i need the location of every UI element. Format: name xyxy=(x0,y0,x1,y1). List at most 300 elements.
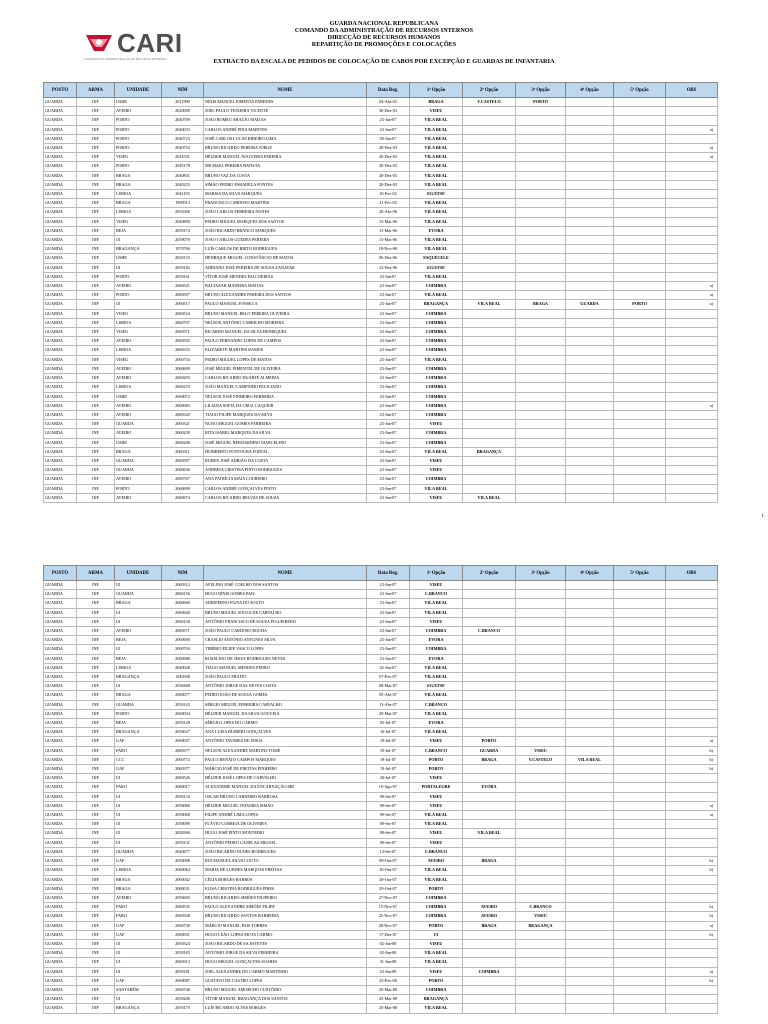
cell-data-reg: 23-Jan-07 xyxy=(367,484,410,493)
cell-posto: GUARDA xyxy=(44,875,77,884)
cell-opcao-1: VILA REAL xyxy=(410,180,463,189)
cell-opcao-4: GUARDA xyxy=(566,300,614,309)
cell-opcao-5 xyxy=(614,912,666,921)
cell-unidade: PORTO xyxy=(115,162,162,171)
cell-arma: INF xyxy=(77,737,115,746)
cell-opcao-1: PORTO xyxy=(410,976,463,985)
cell-opcao-4 xyxy=(566,125,614,134)
cell-opcao-2 xyxy=(463,337,516,346)
cell-opcao-2 xyxy=(463,811,516,820)
cell-nome: BRUNO RICARDO PEREIRA JORGE xyxy=(204,144,367,153)
cell-posto: GUARDA xyxy=(44,401,77,410)
cell-opcao-3 xyxy=(516,857,566,866)
cell-obs xyxy=(666,949,718,958)
cell-unidade: VISEU xyxy=(115,355,162,364)
cell-opcao-4 xyxy=(566,673,614,682)
cell-nome: VÍTOR JOSÉ MENDES FALCOEIRAS xyxy=(204,272,367,281)
cell-opcao-1: PORTO xyxy=(410,884,463,893)
cell-opcao-1: VILA REAL xyxy=(410,673,463,682)
cell-opcao-4 xyxy=(566,847,614,856)
table-row xyxy=(44,475,718,484)
cell-opcao-3 xyxy=(516,939,566,948)
cell-opcao-2 xyxy=(463,125,516,134)
cell-opcao-5 xyxy=(614,153,666,162)
table-row xyxy=(44,912,718,921)
cell-opcao-1: VILA REAL xyxy=(410,236,463,245)
cell-nim: 2060767 xyxy=(162,475,204,484)
cell-opcao-5 xyxy=(614,208,666,217)
cell-opcao-4: VILA REAL xyxy=(566,755,614,764)
cell-opcao-5 xyxy=(614,847,666,856)
cell-nome: RICARDO MANUEL DA SILVA HENRIQUES xyxy=(204,328,367,337)
cell-nim: 2060077 xyxy=(162,691,204,700)
table-row xyxy=(44,337,718,346)
cell-opcao-1: C.BRANCO xyxy=(410,746,463,755)
cell-opcao-1: VILA REAL xyxy=(410,272,463,281)
cell-unidade: AVEIRO xyxy=(115,410,162,419)
cell-unidade: GUARDA xyxy=(115,420,162,429)
cell-data-reg: 23-Jan-07 xyxy=(367,438,410,447)
cell-opcao-1: EVORA xyxy=(410,636,463,645)
table-row xyxy=(44,429,718,438)
table-row xyxy=(44,581,718,590)
cell-nome: BRUNO RICARDO SIMÕES FILIPEIRO xyxy=(204,893,367,902)
cell-opcao-2 xyxy=(463,820,516,829)
cell-opcao-2 xyxy=(463,346,516,355)
cell-data-reg: 05-Jul-07 xyxy=(367,719,410,728)
cell-posto: GUARDA xyxy=(44,337,77,346)
cell-opcao-2 xyxy=(463,355,516,364)
cell-data-reg: 25-Mar-08 xyxy=(367,995,410,1004)
cell-unidade: GUARDA xyxy=(115,456,162,465)
cell-opcao-3: VISEU xyxy=(516,746,566,755)
table-row xyxy=(44,466,718,475)
cell-unidade: BRAGA xyxy=(115,199,162,208)
cell-arma: INF xyxy=(77,300,115,309)
cell-opcao-3 xyxy=(516,282,566,291)
cell-opcao-2 xyxy=(463,581,516,590)
table-row xyxy=(44,383,718,392)
cell-opcao-3 xyxy=(516,475,566,484)
cell-nim: 2050206 xyxy=(162,995,204,1004)
cell-nome: CÉLIA BORGES BARROS xyxy=(204,875,367,884)
cell-nome: JOEL ALEXANDRE DO CARMO MARTINHO xyxy=(204,967,367,976)
cell-nome: PEDRO MIGUEL LOPES DE MATOS xyxy=(204,355,367,364)
table-row xyxy=(44,392,718,401)
cell-unidade: UAF xyxy=(115,857,162,866)
cell-nome: PEDRO MIGUEL MARQUES DOS SANTOS xyxy=(204,217,367,226)
cell-opcao-2 xyxy=(463,226,516,235)
cell-nim: 2060239 xyxy=(162,429,204,438)
cell-posto: GUARDA xyxy=(44,765,77,774)
cell-data-reg: 23-Jan-07 xyxy=(367,355,410,364)
cell-arma: INF xyxy=(77,847,115,856)
table-row xyxy=(44,811,718,820)
cell-opcao-1: COIMBRA xyxy=(410,282,463,291)
cell-nome: BRUNO VAZ DA COSTA xyxy=(204,171,367,180)
cell-nome: PAULO FERNANDO LOPES DE CAMPOS xyxy=(204,337,367,346)
cell-posto: GUARDA xyxy=(44,700,77,709)
cell-opcao-3 xyxy=(516,820,566,829)
cell-opcao-5 xyxy=(614,456,666,465)
cell-opcao-1: VILA REAL xyxy=(410,958,463,967)
cell-opcao-4 xyxy=(566,410,614,419)
cell-nome: ANTÓNIO JORGE DA SILVA FERREIRA xyxy=(204,949,367,958)
cell-arma: INF xyxy=(77,719,115,728)
cell-posto: GUARDA xyxy=(44,847,77,856)
cell-opcao-4 xyxy=(566,967,614,976)
cell-nome: ADRIFERNO FAJVA DO SOUTO xyxy=(204,599,367,608)
table-row xyxy=(44,153,718,162)
cell-obs xyxy=(666,272,718,281)
cell-opcao-3 xyxy=(516,493,566,502)
cell-opcao-2 xyxy=(463,875,516,884)
cell-opcao-2 xyxy=(463,654,516,663)
cell-obs: b) xyxy=(666,755,718,764)
cell-nome: RITA ISABEL MARQUES DA SILVA xyxy=(204,429,367,438)
cell-nim: 2060609 xyxy=(162,364,204,373)
cell-arma: INF xyxy=(77,728,115,737)
cell-data-reg: 09-Out-07 xyxy=(367,857,410,866)
cell-data-reg: 13-Mai-06 xyxy=(367,236,410,245)
cell-arma: INF xyxy=(77,581,115,590)
cell-opcao-4 xyxy=(566,985,614,994)
cell-nim: 2060746 xyxy=(162,985,204,994)
cell-opcao-1: VILA REAL xyxy=(410,875,463,884)
cell-opcao-1: VILA REAL xyxy=(410,608,463,617)
cell-unidade: UI xyxy=(115,967,162,976)
cell-arma: INF xyxy=(77,272,115,281)
cell-opcao-4 xyxy=(566,309,614,318)
cell-nim: 2051000 xyxy=(162,208,204,217)
cell-nome: NELSON JOSÉ PINHEIRO FERREIRA xyxy=(204,392,367,401)
cell-opcao-1: EG/UFSF xyxy=(410,263,463,272)
cell-nome: ANDREIA CRISTINA PINTO RODRIGUES xyxy=(204,466,367,475)
cell-arma: INF xyxy=(77,985,115,994)
cell-opcao-2: PORTO xyxy=(463,737,516,746)
cell-nome: TIBÉRIO FILIPE VASCO LOPES xyxy=(204,645,367,654)
column-header-opcao-5: 5ª Opção xyxy=(614,83,666,98)
table-row xyxy=(44,847,718,856)
cell-obs xyxy=(666,475,718,484)
cell-obs: a) xyxy=(666,153,718,162)
cell-nim: 2060571 xyxy=(162,627,204,636)
cell-nome: FILIPE ANDRÉ LIMA LOPES xyxy=(204,811,367,820)
cell-nome: NELSON ALEXANDRE MARTINS TOMÉ xyxy=(204,746,367,755)
cell-obs: a) xyxy=(666,801,718,810)
cell-arma: INF xyxy=(77,153,115,162)
cell-nim: 2060674 xyxy=(162,493,204,502)
cell-nome: AVELINO JOSÉ COELHO DOS SANTOS xyxy=(204,581,367,590)
cell-unidade: BEJA xyxy=(115,226,162,235)
cell-nim: 2060031 xyxy=(162,930,204,939)
column-header-opcao-4: 4ª Opção xyxy=(566,83,614,98)
cell-arma: INF xyxy=(77,116,115,125)
cell-opcao-2 xyxy=(463,774,516,783)
cell-opcao-5: PORTO xyxy=(614,300,666,309)
cell-nome: JOSÉ CARLOS LUCAS RIBEIRO LIMA xyxy=(204,134,367,143)
cell-opcao-3 xyxy=(516,401,566,410)
cell-data-reg: 06-Dez-06 xyxy=(367,254,410,263)
cell-opcao-3 xyxy=(516,719,566,728)
table-row xyxy=(44,857,718,866)
cell-obs xyxy=(666,663,718,672)
cell-nome: CARLOS ANDRÉ GONÇALVES PINTO xyxy=(204,484,367,493)
cell-obs xyxy=(666,985,718,994)
cell-nome: JOÃO RICARDO BRANCO MARQUES xyxy=(204,226,367,235)
table-row xyxy=(44,599,718,608)
cell-obs: a) xyxy=(666,967,718,976)
cell-unidade: VISEU xyxy=(115,309,162,318)
cell-opcao-2 xyxy=(463,801,516,810)
cell-unidade: UI xyxy=(115,792,162,801)
cell-posto: GUARDA xyxy=(44,599,77,608)
cell-unidade: UI xyxy=(115,811,162,820)
cell-arma: INF xyxy=(77,645,115,654)
column-header-obs: OBS xyxy=(666,566,718,581)
cell-data-reg: 15-Nov-07 xyxy=(367,903,410,912)
cell-nome: JOÃO MANUEL CAMPINHO FELICIANO xyxy=(204,383,367,392)
cell-opcao-4 xyxy=(566,116,614,125)
cell-opcao-5 xyxy=(614,383,666,392)
cell-nome: SIMÃO PEDRO PARADELA FONTES xyxy=(204,180,367,189)
cell-data-reg: 23-Jan-07 xyxy=(367,300,410,309)
cell-opcao-2 xyxy=(463,116,516,125)
cell-data-reg: 13-Mai-06 xyxy=(367,217,410,226)
cell-unidade: LISBOA xyxy=(115,866,162,875)
cell-opcao-3 xyxy=(516,682,566,691)
cell-data-reg: 02-Jan-08 xyxy=(367,949,410,958)
cell-nim: 2060592 xyxy=(162,337,204,346)
cell-opcao-1: VILA REAL xyxy=(410,217,463,226)
cell-opcao-2 xyxy=(463,663,516,672)
cell-obs: b) xyxy=(666,746,718,755)
cell-unidade: BRAGA xyxy=(115,884,162,893)
cell-nome: GUSTAVO DE CASTRO LOPES xyxy=(204,976,367,985)
cell-nim: 2060017 xyxy=(162,783,204,792)
cell-data-reg: 23-Jan-07 xyxy=(367,447,410,456)
cell-arma: INF xyxy=(77,484,115,493)
cell-nome: PAULO ALEXANDRE SIMÕES FILIPE xyxy=(204,903,367,912)
table-row xyxy=(44,98,718,107)
cell-opcao-3 xyxy=(516,337,566,346)
cell-opcao-3 xyxy=(516,829,566,838)
cell-data-reg: 16-Jul-07 xyxy=(367,728,410,737)
cell-opcao-4 xyxy=(566,153,614,162)
cell-nim: 2060699 xyxy=(162,484,204,493)
cell-opcao-3 xyxy=(516,466,566,475)
cell-opcao-2 xyxy=(463,847,516,856)
cell-data-reg: 10-Fev-03 xyxy=(367,190,410,199)
cell-opcao-3 xyxy=(516,801,566,810)
cell-arma: INF xyxy=(77,466,115,475)
table-row xyxy=(44,447,718,456)
cell-unidade: AVEIRO xyxy=(115,475,162,484)
table-row xyxy=(44,949,718,958)
cell-arma: INF xyxy=(77,746,115,755)
cell-nome: ANA LUÍSA DUBIERI GONÇALVES xyxy=(204,728,367,737)
cell-opcao-3 xyxy=(516,254,566,263)
cell-posto: GUARDA xyxy=(44,719,77,728)
cell-nim: 2060772 xyxy=(162,755,204,764)
cell-opcao-4 xyxy=(566,903,614,912)
cell-opcao-3 xyxy=(516,581,566,590)
cell-opcao-4 xyxy=(566,217,614,226)
cell-posto: GUARDA xyxy=(44,903,77,912)
cell-data-reg: 23-Jan-07 xyxy=(367,272,410,281)
cell-unidade: BRAGA xyxy=(115,691,162,700)
cell-nim: 2040733 xyxy=(162,144,204,153)
column-header-opcao-4: 4ª Opção xyxy=(566,566,614,581)
cell-posto: GUARDA xyxy=(44,976,77,985)
cell-opcao-3 xyxy=(516,153,566,162)
column-header-opcao-3: 3ª Opção xyxy=(516,566,566,581)
cell-opcao-4 xyxy=(566,337,614,346)
cell-unidade: UI xyxy=(115,995,162,1004)
cell-arma: INF xyxy=(77,663,115,672)
table-header-row xyxy=(44,83,718,98)
cell-arma: INF xyxy=(77,866,115,875)
cell-nim: 2060270 xyxy=(162,383,204,392)
cell-posto: GUARDA xyxy=(44,291,77,300)
cell-opcao-5 xyxy=(614,581,666,590)
cell-data-reg: 23-Jan-07 xyxy=(367,627,410,636)
cell-arma: INF xyxy=(77,673,115,682)
cell-posto: GUARDA xyxy=(44,801,77,810)
cell-data-reg: 23-Jan-07 xyxy=(367,599,410,608)
cell-obs xyxy=(666,958,718,967)
cell-posto: GUARDA xyxy=(44,217,77,226)
table-row xyxy=(44,939,718,948)
cell-arma: INF xyxy=(77,774,115,783)
cell-posto: GUARDA xyxy=(44,153,77,162)
cell-nim: 1970766 xyxy=(162,245,204,254)
cell-obs xyxy=(666,645,718,654)
cell-opcao-1: COIMBRA xyxy=(410,346,463,355)
cell-obs: b) xyxy=(666,912,718,921)
cell-nome: ANTÓNIO FRANCISCO DE SOUSA FIGUEIREDO xyxy=(204,617,367,626)
cell-nim: 2040890 xyxy=(162,217,204,226)
table-row xyxy=(44,420,718,429)
cell-opcao-1: VILA REAL xyxy=(410,484,463,493)
cell-data-reg: 17-Dez-07 xyxy=(367,930,410,939)
cell-opcao-4 xyxy=(566,857,614,866)
cell-opcao-1: VILA REAL xyxy=(410,709,463,718)
cell-unidade: AVEIRO xyxy=(115,374,162,383)
cell-posto: GUARDA xyxy=(44,617,77,626)
cell-posto: GUARDA xyxy=(44,728,77,737)
cell-opcao-2 xyxy=(463,429,516,438)
cell-opcao-4 xyxy=(566,236,614,245)
cell-opcao-1: COIMBRA xyxy=(410,383,463,392)
report-page-2 xyxy=(0,553,768,1024)
cell-opcao-5 xyxy=(614,755,666,764)
cell-nome: JOÃO RICARDO DE SA ESTEVES xyxy=(204,939,367,948)
cell-data-reg: 23-Jan-07 xyxy=(367,581,410,590)
cell-obs xyxy=(666,493,718,502)
table-row xyxy=(44,401,718,410)
cell-obs xyxy=(666,364,718,373)
cell-posto: GUARDA xyxy=(44,107,77,116)
column-header-opcao-2: 2ª Opção xyxy=(463,83,516,98)
cell-opcao-1: VILA REAL xyxy=(410,116,463,125)
table-row xyxy=(44,682,718,691)
cell-unidade: PORTO xyxy=(115,116,162,125)
cell-opcao-2 xyxy=(463,364,516,373)
cell-obs xyxy=(666,328,718,337)
cell-posto: GUARDA xyxy=(44,746,77,755)
cell-data-reg: 30-Dez-03 xyxy=(367,107,410,116)
cell-data-reg: 23-Jan-07 xyxy=(367,401,410,410)
cell-opcao-3 xyxy=(516,318,566,327)
cell-opcao-2 xyxy=(463,410,516,419)
cell-posto: GUARDA xyxy=(44,245,77,254)
cell-unidade: LISBOA xyxy=(115,318,162,327)
cell-arma: INF xyxy=(77,912,115,921)
cell-opcao-2 xyxy=(463,691,516,700)
cell-nim: 2041031 xyxy=(162,153,204,162)
cell-opcao-1: COIMBRA xyxy=(410,401,463,410)
cell-opcao-3 xyxy=(516,226,566,235)
cell-arma: INF xyxy=(77,245,115,254)
cell-data-reg: 07-Fev-07 xyxy=(367,673,410,682)
cell-obs: a) xyxy=(666,144,718,153)
cell-opcao-1: ESQUECELE xyxy=(410,254,463,263)
cell-unidade: UAF xyxy=(115,765,162,774)
cell-data-reg: 20-Dez-03 xyxy=(367,162,410,171)
cell-arma: INF xyxy=(77,709,115,718)
cell-obs xyxy=(666,691,718,700)
cell-posto: GUARDA xyxy=(44,144,77,153)
cell-unidade: UI xyxy=(115,820,162,829)
cell-opcao-2 xyxy=(463,328,516,337)
cell-posto: GUARDA xyxy=(44,282,77,291)
cell-opcao-3 xyxy=(516,272,566,281)
cell-opcao-5 xyxy=(614,792,666,801)
cell-arma: INF xyxy=(77,493,115,502)
cell-opcao-2: AVEIRO xyxy=(463,912,516,921)
cell-posto: GUARDA xyxy=(44,608,77,617)
cell-arma: INF xyxy=(77,410,115,419)
cell-opcao-4 xyxy=(566,949,614,958)
cell-nome: JOSÉ MIGUEL PIMENTEL DE OLIVEIRA xyxy=(204,364,367,373)
cell-arma: INF xyxy=(77,857,115,866)
cell-data-reg: 23-Jan-07 xyxy=(367,429,410,438)
cell-data-reg: 09-Set-07 xyxy=(367,811,410,820)
cell-data-reg: 03-Jan-07 xyxy=(367,134,410,143)
cell-opcao-3 xyxy=(516,144,566,153)
cell-opcao-3 xyxy=(516,190,566,199)
cell-opcao-1: VILA REAL xyxy=(410,691,463,700)
cell-opcao-3 xyxy=(516,447,566,456)
cell-posto: GUARDA xyxy=(44,456,77,465)
cell-opcao-5 xyxy=(614,392,666,401)
cell-opcao-5 xyxy=(614,893,666,902)
cell-data-reg: 23-Jan-07 xyxy=(367,291,410,300)
cell-opcao-2 xyxy=(463,291,516,300)
cell-obs: b) xyxy=(666,930,718,939)
cell-arma: INF xyxy=(77,829,115,838)
cell-posto: GUARDA xyxy=(44,967,77,976)
cell-opcao-2: AVEIRO xyxy=(463,903,516,912)
cell-opcao-2 xyxy=(463,309,516,318)
cell-data-reg: 29-Out-07 xyxy=(367,884,410,893)
cell-opcao-3 xyxy=(516,590,566,599)
cell-opcao-2 xyxy=(463,700,516,709)
cell-data-reg: 28-Nov-07 xyxy=(367,921,410,930)
cell-opcao-3 xyxy=(516,617,566,626)
cell-opcao-4 xyxy=(566,144,614,153)
